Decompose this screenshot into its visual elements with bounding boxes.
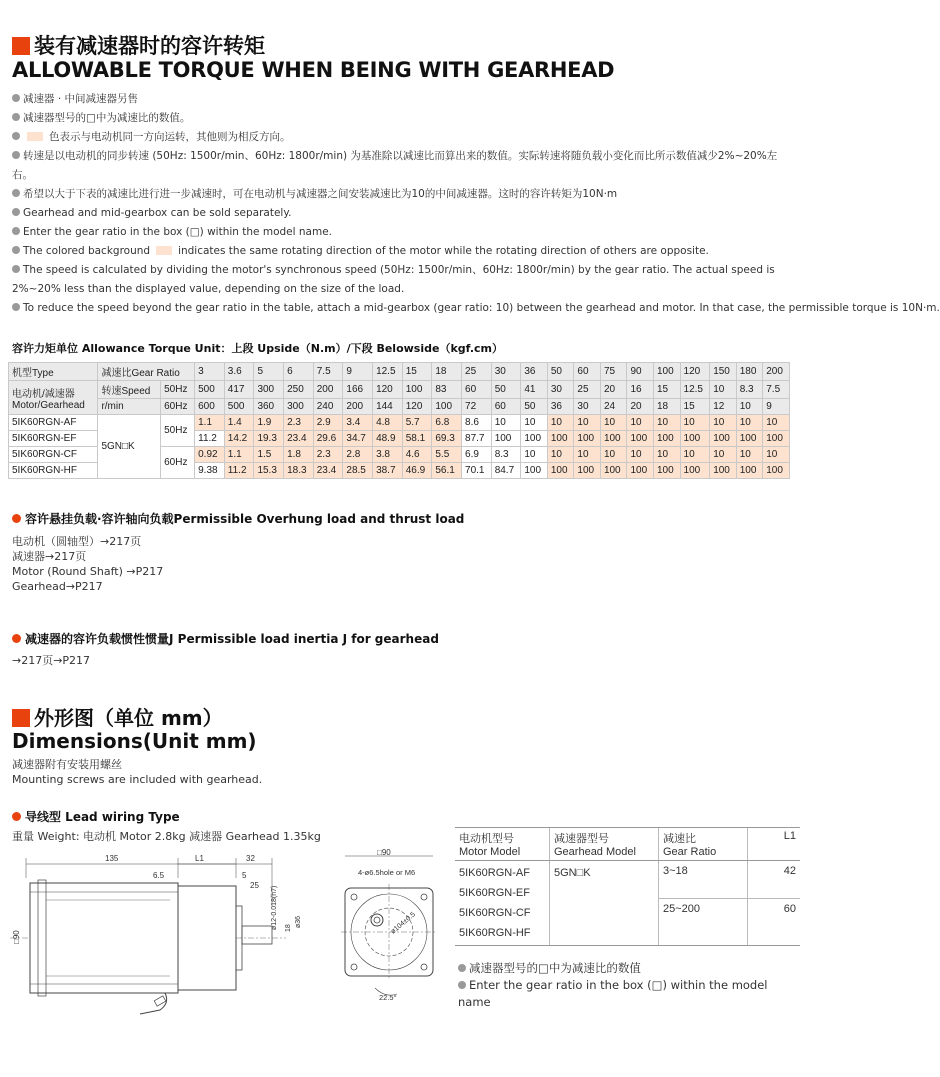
torque-cell: 10 xyxy=(627,447,654,463)
ratio-cell: 36 xyxy=(521,363,548,381)
torque-cell: 100 xyxy=(547,463,574,479)
hz50-label: 50Hz xyxy=(161,381,195,399)
torque-cell: 58.1 xyxy=(402,431,432,447)
bullet-icon xyxy=(458,981,466,989)
torque-cell: 6.9 xyxy=(462,447,492,463)
speed-cell: 60 xyxy=(491,399,521,415)
torque-cell: 6.8 xyxy=(432,415,462,431)
section-title-cn: 装有减速器时的容许转矩 xyxy=(12,30,265,60)
torque-cell: 1.8 xyxy=(284,447,314,463)
inertia-line: →217页→P217 xyxy=(12,654,91,667)
motor-gearhead-cn: 电动机/减速器 xyxy=(12,388,75,400)
torque-cell: 8.3 xyxy=(491,447,521,463)
ratio-cell: 120 xyxy=(680,363,710,381)
speed-cell: 15 xyxy=(680,399,710,415)
gearhead-body xyxy=(10,886,286,990)
gearhead-front xyxy=(341,884,437,980)
motor-gearhead-en: Motor/Gearhead xyxy=(12,399,85,411)
speed-cell: 417 xyxy=(224,381,254,399)
ratio-cell: 50 xyxy=(547,363,574,381)
bullet-icon xyxy=(12,514,21,523)
torque-cell: 10 xyxy=(654,415,681,431)
torque-cell: 10 xyxy=(680,415,710,431)
torque-cell: 10 xyxy=(491,415,521,431)
speed-cell: 360 xyxy=(254,399,284,415)
speed-row-60 xyxy=(9,399,790,415)
hdr-l1: L1 xyxy=(748,828,801,861)
speed-cell: 50 xyxy=(491,381,521,399)
speed-cell: 15 xyxy=(654,381,681,399)
torque-cell: 23.4 xyxy=(284,431,314,447)
torque-cell: 100 xyxy=(736,431,763,447)
ratio-cell: 75 xyxy=(600,363,627,381)
wiring-title: 导线型 Lead wiring Type xyxy=(12,808,180,825)
torque-cell: 0.92 xyxy=(195,447,225,463)
torque-cell: 100 xyxy=(547,431,574,447)
torque-cell: 2.3 xyxy=(284,415,314,431)
torque-table xyxy=(8,362,790,479)
dimensions-note xyxy=(12,757,262,787)
torque-cell: 100 xyxy=(574,431,601,447)
speed-cell: 60 xyxy=(462,381,492,399)
speed-cell: 300 xyxy=(254,381,284,399)
gearhead-cell: 5GN□K xyxy=(98,415,161,479)
torque-cell: 100 xyxy=(600,431,627,447)
ratio-2: 25~200 xyxy=(663,903,701,915)
type-label-cell: 机型Type xyxy=(9,363,98,381)
torque-cell: 100 xyxy=(600,463,627,479)
ratio-cell: 9 xyxy=(343,363,373,381)
torque-cell: 70.1 xyxy=(462,463,492,479)
ratio-cell: 3 xyxy=(195,363,225,381)
speed-cell: 166 xyxy=(343,381,373,399)
dim-6-5: 6.5 xyxy=(153,871,165,880)
dimension-lines xyxy=(26,858,272,906)
note-cn: 减速器附有安装用螺丝 xyxy=(12,758,122,771)
bullet-icon xyxy=(12,151,20,159)
torque-cell: 100 xyxy=(574,463,601,479)
dim-22-5: 22.5° xyxy=(379,993,397,1002)
torque-cell: 1.9 xyxy=(254,415,284,431)
speed-cell: 30 xyxy=(574,399,601,415)
foot-cn: 减速器型号的□中为减速比的数值 xyxy=(458,960,800,977)
note-item: 减速器型号的□中为减速比的数值。 xyxy=(12,109,792,128)
motor-models-cell: 5IK60RGN-AF 5IK60RGN-EF 5IK60RGN-CF 5IK60RGN-HF xyxy=(455,861,550,946)
section-title-en: ALLOWABLE TORQUE WHEN BEING WITH GEARHEAD xyxy=(12,58,615,82)
speed-cell: 600 xyxy=(195,399,225,415)
dim-shaft: ø12‑0.018(h7) xyxy=(271,885,278,930)
torque-cell: 100 xyxy=(491,431,521,447)
speed-cell: 500 xyxy=(195,381,225,399)
speed-cell: 120 xyxy=(373,381,403,399)
torque-cell: 10 xyxy=(574,447,601,463)
torque-cell: 28.5 xyxy=(343,463,373,479)
torque-cell: 100 xyxy=(710,431,737,447)
torque-cell: 100 xyxy=(521,463,548,479)
torque-cell: 56.1 xyxy=(432,463,462,479)
torque-cell: 9.38 xyxy=(195,463,225,479)
note-item: 色表示与电动机同一方向运转，其他则为相反方向。 xyxy=(12,128,792,147)
speed-cell: 20 xyxy=(600,381,627,399)
torque-cell: 10 xyxy=(574,415,601,431)
hdr-gear-ratio: 减速比 Gear Ratio xyxy=(659,828,748,861)
speed-cell: 24 xyxy=(600,399,627,415)
torque-cell: 4.6 xyxy=(402,447,432,463)
dim-pcd: ø104±0.5 xyxy=(389,911,417,936)
note-item: 希望以大于下表的减速比进行进一步减速时，可在电动机与减速器之间安装减速比为10的中间减速器。这时的容许转矩为10N·m xyxy=(12,185,792,204)
speed-cell: 100 xyxy=(432,399,462,415)
dim-32: 32 xyxy=(246,854,255,863)
speed-cell: 83 xyxy=(432,381,462,399)
speed-cell: 300 xyxy=(284,399,314,415)
model-name-cell: 5IK60RGN-HF xyxy=(9,463,98,479)
torque-cell: 1.5 xyxy=(254,447,284,463)
torque-cell: 100 xyxy=(680,431,710,447)
ratio-label: 减速比Gear Ratio xyxy=(98,363,195,381)
bullet-icon xyxy=(12,94,20,102)
ratio-cell: 3.6 xyxy=(224,363,254,381)
ratio-cell: 7.5 xyxy=(313,363,343,381)
torque-cell: 46.9 xyxy=(402,463,432,479)
torque-cell: 10 xyxy=(547,415,574,431)
dim-135: 135 xyxy=(105,854,119,863)
model-name-cell: 5IK60RGN-CF xyxy=(9,447,98,463)
bullet-icon xyxy=(12,634,21,643)
ratio-1: 3~18 xyxy=(659,861,747,899)
torque-cell: 1.1 xyxy=(224,447,254,463)
speed-cell: 12 xyxy=(710,399,737,415)
motor-gearhead-label xyxy=(9,381,98,415)
l1-cell xyxy=(748,861,801,946)
overhung-line: Motor (Round Shaft) →P217 xyxy=(12,565,164,578)
torque-cell: 8.6 xyxy=(462,415,492,431)
torque-cell: 100 xyxy=(710,463,737,479)
dim-front-90: □90 xyxy=(377,848,391,857)
speed-cell: 25 xyxy=(574,381,601,399)
torque-cell: 100 xyxy=(627,463,654,479)
speed-cell: 500 xyxy=(224,399,254,415)
torque-cell: 100 xyxy=(654,431,681,447)
model-table-footnotes xyxy=(458,960,800,1011)
torque-cell: 15.3 xyxy=(254,463,284,479)
bullet-icon xyxy=(12,208,20,216)
speed-cell: 72 xyxy=(462,399,492,415)
notes-list xyxy=(12,90,940,318)
torque-cell: 10 xyxy=(627,415,654,431)
ratio-cell: 6 xyxy=(284,363,314,381)
dim-holes: 4-ø6.5hole or M6 xyxy=(358,868,416,877)
overhung-lines xyxy=(12,534,163,594)
model-table xyxy=(455,827,800,946)
speed-cell: 36 xyxy=(547,399,574,415)
dim-90: □90 xyxy=(12,930,21,944)
speed-cell: 240 xyxy=(313,399,343,415)
ratio-cell: 90 xyxy=(627,363,654,381)
speed-cell: 8.3 xyxy=(736,381,763,399)
torque-cell: 10 xyxy=(521,415,548,431)
overhung-line: 减速器→217页 xyxy=(12,550,87,563)
torque-table-title: 容许力矩单位 Allowance Torque Unit：上段 Upside（N.m）/下段 Belowside（kgf.cm） xyxy=(12,342,503,355)
note-item: 转速是以电动机的同步转速 (50Hz: 1500r/min、60Hz: 1800r/min) 为基准除以减速比而算出来的数值。实际转速将随负载小变化而比所示数值减少2%~20%左右。 xyxy=(12,150,778,181)
ratio-cell: 15 xyxy=(402,363,432,381)
torque-cell: 11.2 xyxy=(224,463,254,479)
torque-cell: 10 xyxy=(654,447,681,463)
note-item: Gearhead and mid-gearbox can be sold separately. xyxy=(12,204,792,223)
hdr-motor-model: 电动机型号 Motor Model xyxy=(455,828,550,861)
torque-cell: 100 xyxy=(521,431,548,447)
speed-cell: 120 xyxy=(402,399,432,415)
speed-cell: 16 xyxy=(627,381,654,399)
torque-cell: 2.3 xyxy=(313,447,343,463)
ratio-cell: 5 xyxy=(254,363,284,381)
speed-cell: 7.5 xyxy=(763,381,790,399)
speed-label: 转速Speed xyxy=(98,381,161,399)
note-item: The speed is calculated by dividing the motor's synchronous speed (50Hz: 1500r/min、60Hz: 1800r/min) by the gear ratio. The actual speed is 2%~20% less than the displayed value, depending on the size of the load. xyxy=(12,264,775,295)
speed-cell: 144 xyxy=(373,399,403,415)
lead-wire xyxy=(140,993,167,1014)
ratio-cell xyxy=(659,861,748,946)
torque-cell: 100 xyxy=(763,463,790,479)
torque-cell: 19.3 xyxy=(254,431,284,447)
speed-cell: 200 xyxy=(343,399,373,415)
torque-cell: 11.2 xyxy=(195,431,225,447)
speed-cell: 30 xyxy=(547,381,574,399)
inertia-title: 减速器的容许负载惯性惯量J Permissible load inertia J for gearhead xyxy=(12,630,439,647)
dim-18: 18 xyxy=(285,924,292,932)
torque-cell: 100 xyxy=(680,463,710,479)
ratio-cell: 25 xyxy=(462,363,492,381)
ratio-row xyxy=(9,363,790,381)
note-item: The colored background indicates the same rotating direction of the motor while the rotating direction of others are opposite. xyxy=(12,242,792,261)
motor-body xyxy=(30,880,178,996)
ratio-cell: 100 xyxy=(654,363,681,381)
hz-label-cell: 60Hz xyxy=(161,447,195,479)
torque-cell: 5.5 xyxy=(432,447,462,463)
torque-cell: 23.4 xyxy=(313,463,343,479)
model-table-header xyxy=(455,828,800,861)
torque-cell: 10 xyxy=(763,447,790,463)
torque-cell: 100 xyxy=(763,431,790,447)
speed-cell: 100 xyxy=(402,381,432,399)
torque-cell: 10 xyxy=(736,447,763,463)
torque-cell: 10 xyxy=(600,447,627,463)
orange-square-icon xyxy=(12,37,30,55)
speed-row-50 xyxy=(9,381,790,399)
torque-cell: 10 xyxy=(763,415,790,431)
model-table-row xyxy=(455,861,800,946)
note-item: 减速器 · 中间减速器另售 xyxy=(12,90,792,109)
speed-cell: 10 xyxy=(736,399,763,415)
speed-cell: 10 xyxy=(710,381,737,399)
color-swatch xyxy=(27,132,43,141)
speed-cell: 50 xyxy=(521,399,548,415)
speed-cell: 18 xyxy=(654,399,681,415)
hz-label-cell: 50Hz xyxy=(161,415,195,447)
note-item: Enter the gear ratio in the box (□) within the model name. xyxy=(12,223,792,242)
torque-cell: 29.6 xyxy=(313,431,343,447)
l1-1: 42 xyxy=(748,861,800,899)
torque-cell: 10 xyxy=(680,447,710,463)
torque-cell: 5.7 xyxy=(402,415,432,431)
dim-5: 5 xyxy=(242,871,247,880)
bullet-icon xyxy=(12,812,21,821)
ratio-cell: 180 xyxy=(736,363,763,381)
torque-cell: 2.8 xyxy=(343,447,373,463)
torque-cell: 100 xyxy=(736,463,763,479)
bullet-icon xyxy=(12,113,20,121)
torque-cell: 69.3 xyxy=(432,431,462,447)
speed-unit: r/min xyxy=(98,399,161,415)
side-view-drawing xyxy=(10,848,310,1018)
foot-en: Enter the gear ratio in the box (□) within the model name xyxy=(458,978,768,1009)
orange-square-icon xyxy=(12,709,30,727)
torque-cell: 4.8 xyxy=(373,415,403,431)
l1-2: 60 xyxy=(783,903,796,915)
ratio-cell: 30 xyxy=(491,363,521,381)
ratio-cell: 60 xyxy=(574,363,601,381)
torque-row xyxy=(9,415,790,431)
torque-cell: 48.9 xyxy=(373,431,403,447)
bullet-icon xyxy=(12,227,20,235)
overhung-title: 容许悬挂负载·容许轴向负载Permissible Overhung load and thrust load xyxy=(12,510,464,527)
bullet-icon xyxy=(12,189,20,197)
torque-cell: 10 xyxy=(736,415,763,431)
model-name-cell: 5IK60RGN-EF xyxy=(9,431,98,447)
torque-cell: 3.8 xyxy=(373,447,403,463)
hz60-label: 60Hz xyxy=(161,399,195,415)
overhung-line: 电动机（圆轴型）→217页 xyxy=(12,535,142,548)
torque-cell: 100 xyxy=(627,431,654,447)
torque-cell: 10 xyxy=(600,415,627,431)
front-view-drawing xyxy=(325,848,445,1008)
gearhead-cell: 5GN□K xyxy=(550,861,659,946)
speed-cell: 250 xyxy=(284,381,314,399)
bullet-icon xyxy=(458,964,466,972)
model-name-cell: 5IK60RGN-AF xyxy=(9,415,98,431)
ratio-cell: 200 xyxy=(763,363,790,381)
ratio-cell: 18 xyxy=(432,363,462,381)
color-swatch xyxy=(156,246,172,255)
speed-cell: 200 xyxy=(313,381,343,399)
bullet-icon xyxy=(12,132,20,140)
torque-cell: 10 xyxy=(710,415,737,431)
note-en: Mounting screws are included with gearhead. xyxy=(12,773,263,786)
speed-cell: 9 xyxy=(763,399,790,415)
dim-36: ø36 xyxy=(295,915,302,928)
dim-25: 25 xyxy=(250,881,259,890)
speed-cell: 20 xyxy=(627,399,654,415)
torque-cell: 10 xyxy=(521,447,548,463)
torque-cell: 84.7 xyxy=(491,463,521,479)
torque-cell: 87.7 xyxy=(462,431,492,447)
torque-cell: 10 xyxy=(710,447,737,463)
torque-cell: 3.4 xyxy=(343,415,373,431)
torque-cell: 100 xyxy=(654,463,681,479)
torque-cell: 1.4 xyxy=(224,415,254,431)
overhung-line: Gearhead→P217 xyxy=(12,580,103,593)
torque-cell: 18.3 xyxy=(284,463,314,479)
dimensions-title-en: Dimensions(Unit mm) xyxy=(12,729,257,753)
weight-line: 重量 Weight: 电动机 Motor 2.8kg 减速器 Gearhead 1.35kg xyxy=(12,830,321,843)
ratio-cell: 12.5 xyxy=(373,363,403,381)
bullet-icon xyxy=(12,303,20,311)
bullet-icon xyxy=(12,265,20,273)
torque-cell: 2.9 xyxy=(313,415,343,431)
bullet-icon xyxy=(12,246,20,254)
dim-l1: L1 xyxy=(195,854,204,863)
torque-cell: 38.7 xyxy=(373,463,403,479)
torque-cell: 14.2 xyxy=(224,431,254,447)
note-item: To reduce the speed beyond the gear ratio in the table, attach a mid-gearbox (gear ratio: 10) between the gearhead and motor. In that case, the permissible torque is 10N·m. xyxy=(12,299,792,318)
torque-cell: 10 xyxy=(547,447,574,463)
dimensions-title-cn: 外形图（单位 mm） xyxy=(12,702,223,731)
torque-cell: 34.7 xyxy=(343,431,373,447)
speed-cell: 41 xyxy=(521,381,548,399)
speed-cell: 12.5 xyxy=(680,381,710,399)
hdr-gearhead-model: 减速器型号 Gearhead Model xyxy=(550,828,659,861)
torque-cell: 1.1 xyxy=(195,415,225,431)
ratio-cell: 150 xyxy=(710,363,737,381)
